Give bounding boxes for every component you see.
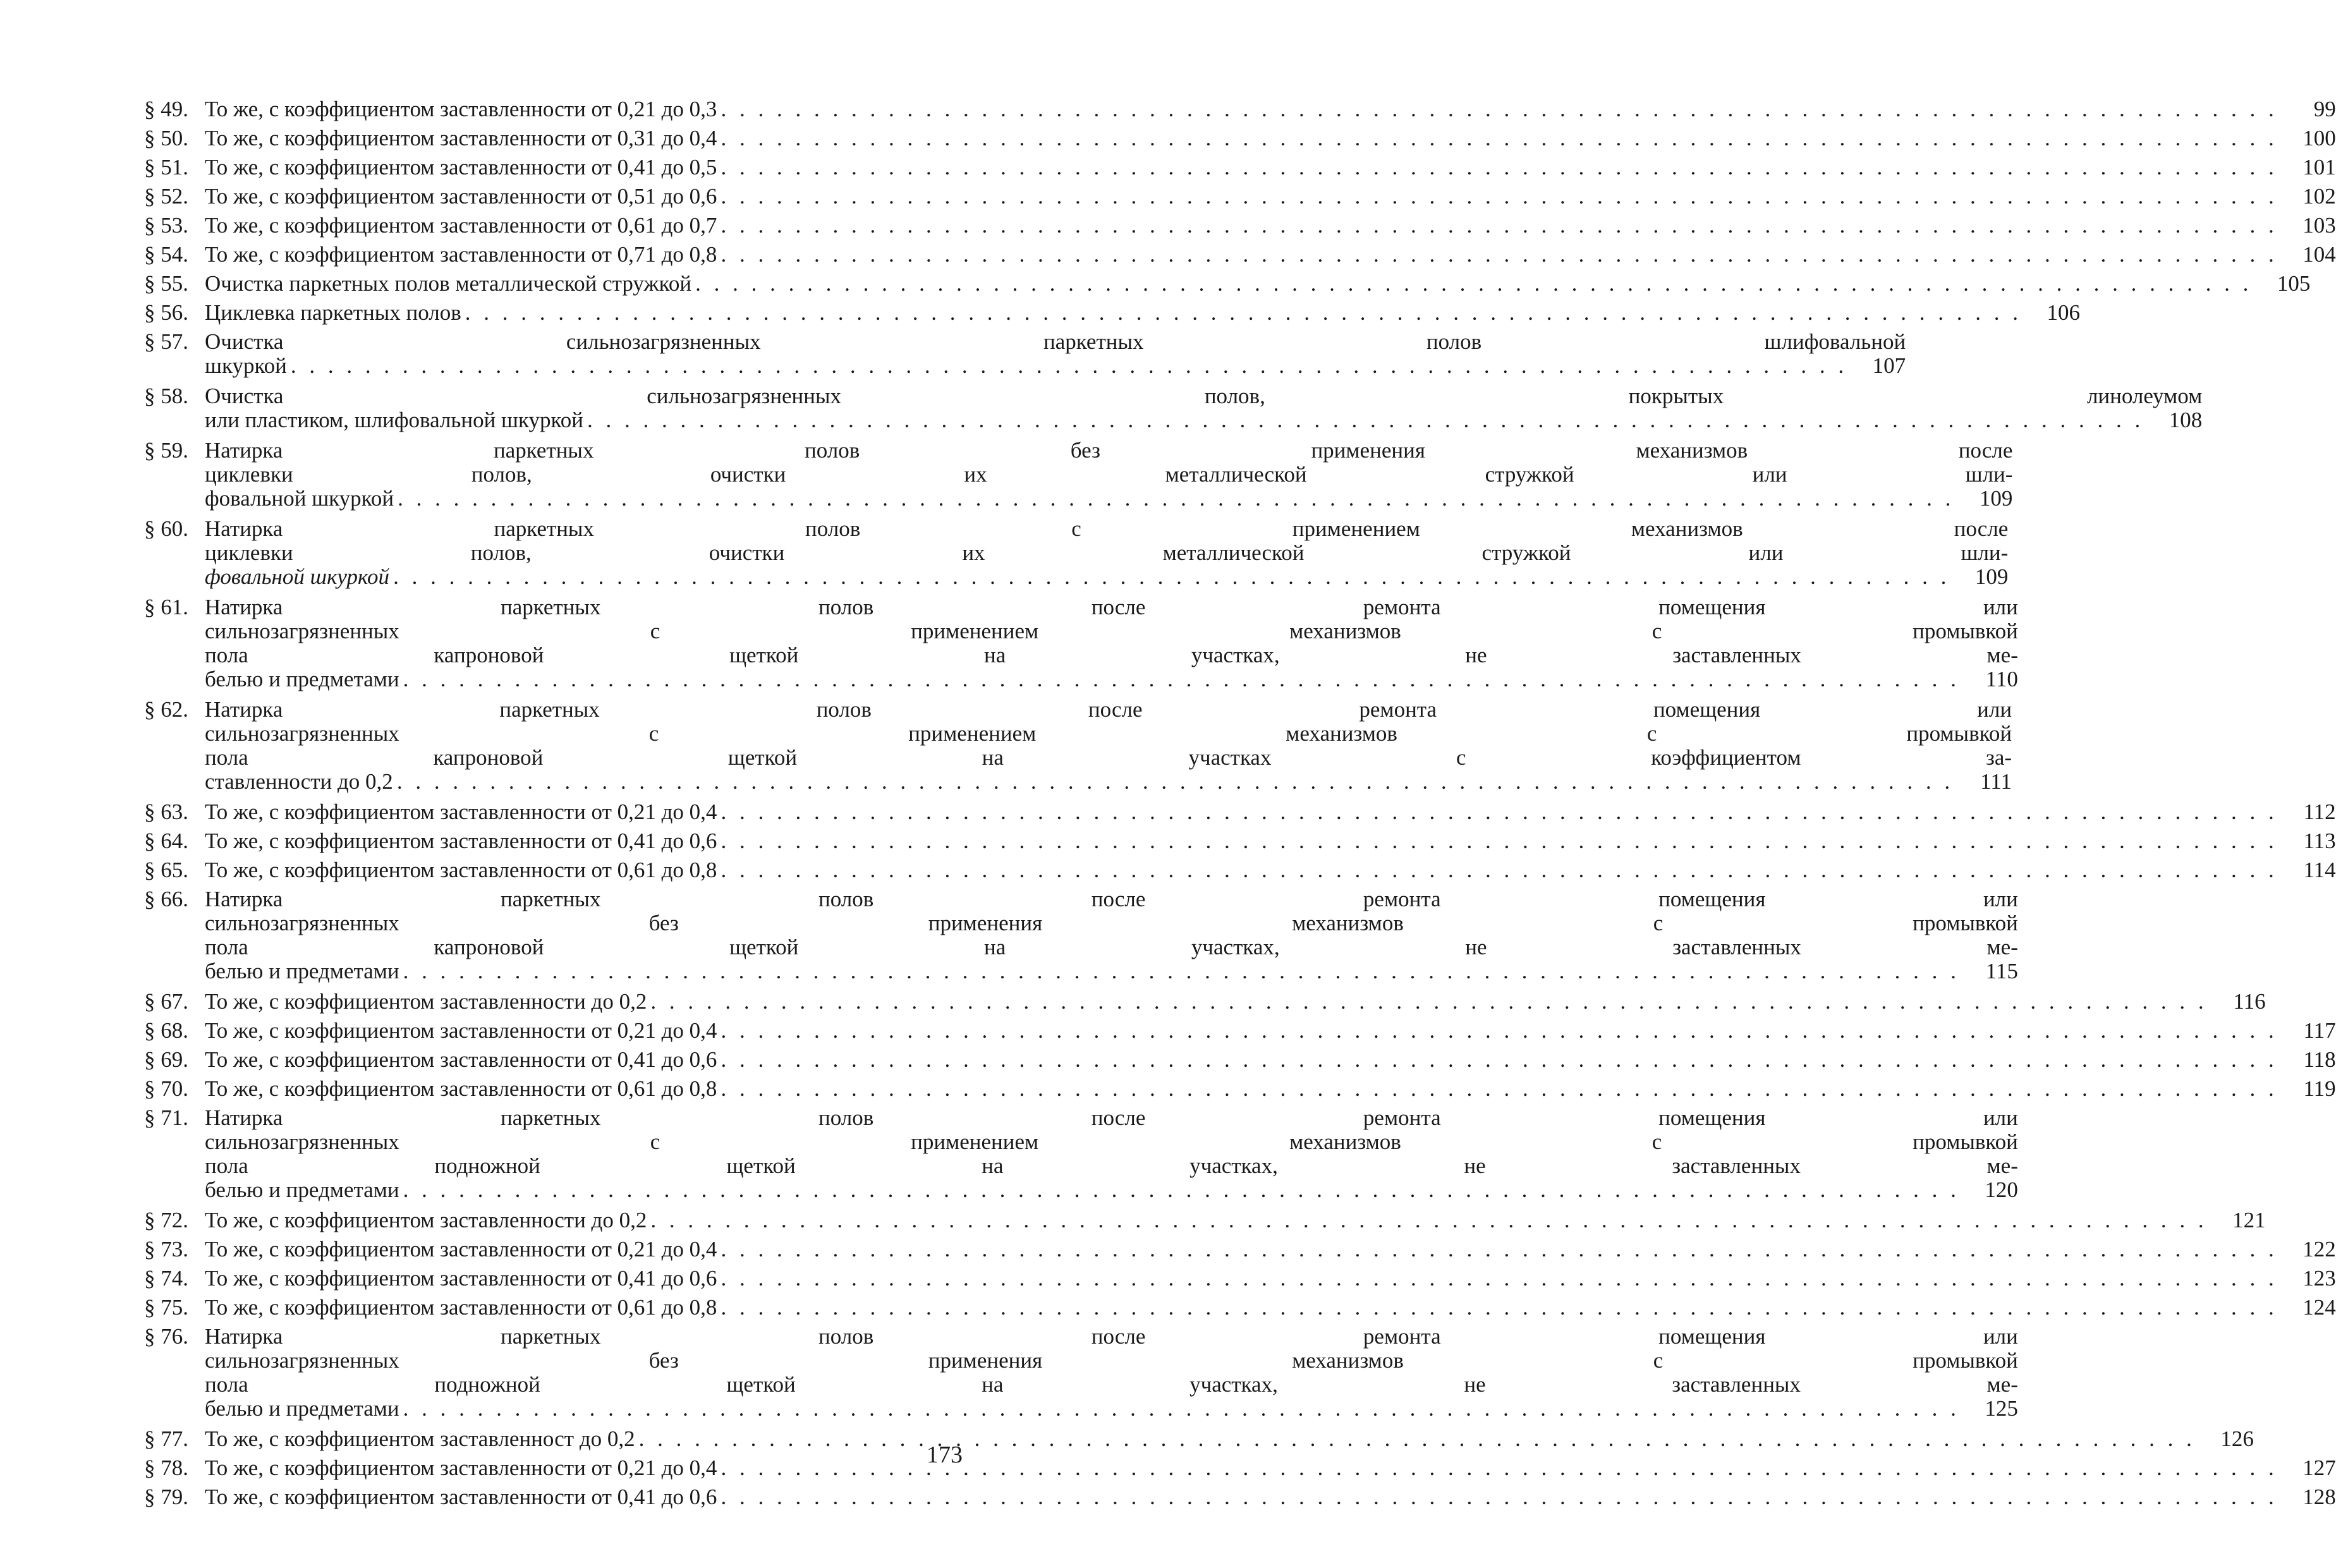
toc-entry (144, 1105, 2018, 1202)
toc-entry-line: пола капроновой щеткой на участках, не заставленных ме- (205, 643, 2018, 667)
toc-entry-number: § 73. (144, 1237, 188, 1261)
toc-entry (144, 155, 2336, 179)
toc-entry-last-line (205, 1296, 2336, 1320)
toc-entry-page: 112 (2303, 799, 2336, 824)
toc-entry-title: Очистка паркетных полов металлической стружкой (205, 271, 692, 296)
toc-entry-page: 105 (2277, 271, 2311, 296)
toc-entry-body (205, 800, 2336, 824)
dot-leader (583, 408, 2148, 432)
toc-entry-title: То же, с коэффициентом заставленности от 0,21 до 0,4 (205, 1456, 717, 1480)
toc-entry-number: § 66. (144, 887, 188, 911)
toc-entry-body (205, 595, 2018, 691)
toc-entry-last-line (205, 858, 2336, 882)
dot-leader (394, 487, 1958, 511)
toc-entry-last-line (205, 1485, 2336, 1509)
toc-entry-page: 99 (2313, 97, 2336, 121)
dot-leader (717, 1267, 2281, 1291)
toc-entry-page: 109 (1974, 564, 2009, 589)
toc-entry-body (205, 1485, 2336, 1509)
toc-entry-line: сильнозагрязненных без применения механизмов с промывкой (205, 911, 2018, 935)
toc-entry-number: § 57. (144, 329, 188, 354)
toc-entry-line: сильнозагрязненных с применением механизмов с промывкой (205, 619, 2018, 643)
toc-entry-number: § 59. (144, 438, 188, 463)
toc-entry (144, 1426, 2254, 1451)
dot-leader (717, 1237, 2281, 1261)
toc-entry-last-line (205, 1077, 2336, 1101)
table-of-contents (144, 97, 2336, 1514)
toc-entry-last-line (205, 354, 1906, 378)
dot-leader (691, 272, 2256, 296)
toc-entry (144, 300, 2081, 325)
toc-entry-title: или пластиком, шлифовальной шкуркой (205, 408, 583, 432)
toc-entry-page: 102 (2303, 184, 2336, 209)
toc-entry (144, 1208, 2266, 1232)
toc-entry-number: § 52. (144, 184, 188, 209)
toc-entry-number: § 72. (144, 1208, 188, 1232)
toc-entry-last-line (205, 770, 2012, 794)
dot-leader (717, 243, 2281, 267)
toc-entry-last-line (205, 1267, 2336, 1291)
toc-entry-title: белью и предметами (205, 1177, 399, 1202)
toc-entry-line: Натирка паркетных полов с применением механизмов после (205, 516, 2009, 541)
toc-entry-body (205, 1267, 2336, 1291)
toc-entry-title: То же, с коэффициентом заставленности от 0,21 до 0,3 (205, 97, 717, 121)
toc-entry (144, 329, 1906, 378)
toc-entry (144, 697, 2012, 794)
dot-leader (647, 990, 2211, 1014)
toc-entry-page: 104 (2303, 242, 2336, 267)
toc-entry-page: 113 (2303, 829, 2336, 853)
toc-entry-line: сильнозагрязненных без применения механизмов с промывкой (205, 1348, 2018, 1373)
toc-entry-title: То же, с коэффициентом заставленности от 0,21 до 0,4 (205, 1018, 717, 1043)
toc-entry-number: § 63. (144, 799, 188, 824)
toc-entry-line: пола капроновой щеткой на участках с коэффициентом за- (205, 745, 2012, 770)
toc-entry (144, 887, 2018, 983)
toc-entry (144, 799, 2336, 824)
toc-entry-line: пола подножной щеткой на участках, не заставленных ме- (205, 1372, 2018, 1397)
toc-entry-body (205, 1019, 2336, 1043)
toc-entry-body (205, 1106, 2018, 1202)
dot-leader (717, 858, 2281, 882)
toc-entry-number: § 64. (144, 829, 188, 853)
toc-entry-last-line (205, 155, 2336, 179)
toc-entry-last-line (205, 1456, 2336, 1480)
dot-leader (717, 155, 2281, 179)
toc-entry-title: фовальной шкуркой (205, 486, 394, 511)
toc-entry-page: 127 (2303, 1456, 2336, 1480)
toc-entry (144, 126, 2336, 150)
toc-entry-body (205, 214, 2336, 238)
toc-entry-line: Натирка паркетных полов после ремонта помещения или (205, 1324, 2018, 1349)
toc-entry-line: сильнозагрязненных с применением механизмов с промывкой (205, 721, 2012, 746)
toc-entry-number: § 77. (144, 1426, 188, 1451)
toc-entry (144, 271, 2311, 296)
toc-entry-body (205, 1296, 2336, 1320)
toc-entry-title: ставленности до 0,2 (205, 769, 393, 794)
dot-leader (717, 1048, 2281, 1072)
toc-entry-page: 106 (2047, 300, 2081, 325)
toc-entry-body (205, 1208, 2266, 1232)
toc-entry-title: белью и предметами (205, 959, 399, 983)
toc-entry-body (205, 829, 2336, 853)
toc-entry-number: § 78. (144, 1456, 188, 1480)
toc-entry-page: 103 (2303, 213, 2336, 238)
toc-entry-body (205, 1048, 2336, 1072)
toc-entry-page: 116 (2233, 989, 2266, 1014)
toc-entry-body (205, 1456, 2336, 1480)
toc-entry-line: Очистка сильнозагрязненных полов, покрытых линолеумом (205, 384, 2203, 408)
toc-entry-page: 100 (2303, 126, 2336, 150)
dot-leader (717, 1296, 2281, 1320)
toc-entry-body (205, 1237, 2336, 1261)
toc-entry (144, 1485, 2336, 1509)
toc-entry (144, 184, 2336, 209)
dot-leader (389, 565, 1954, 589)
toc-entry-page: 117 (2303, 1018, 2336, 1043)
toc-entry (144, 989, 2266, 1014)
toc-entry-line: Натирка паркетных полов после ремонта помещения или (205, 595, 2018, 619)
toc-entry-last-line (205, 1019, 2336, 1043)
dot-leader (717, 126, 2281, 150)
toc-entry-number: § 76. (144, 1324, 188, 1349)
dot-leader (717, 1485, 2281, 1509)
toc-entry-page: 123 (2303, 1266, 2336, 1291)
toc-entry-body (205, 990, 2266, 1014)
toc-entry-page: 115 (1985, 959, 2018, 983)
toc-entry (144, 1295, 2336, 1320)
toc-entry (144, 1018, 2336, 1043)
toc-entry-line: Натирка паркетных полов после ремонта помещения или (205, 1105, 2018, 1130)
toc-entry-title: То же, с коэффициентом заставленности от 0,61 до 0,8 (205, 1076, 717, 1101)
toc-entry-body (205, 1427, 2254, 1451)
toc-entry-last-line (205, 301, 2080, 325)
toc-entry-page: 120 (1985, 1177, 2018, 1202)
toc-entry-body (205, 272, 2310, 296)
toc-entry-last-line (205, 272, 2310, 296)
toc-entry-body (205, 97, 2336, 121)
toc-entry-last-line (205, 829, 2336, 853)
toc-entry-title: То же, с коэффициентом заставленности от 0,61 до 0,8 (205, 858, 717, 882)
toc-entry-number: § 56. (144, 300, 188, 325)
toc-entry-number: § 54. (144, 242, 188, 267)
dot-leader (717, 1019, 2281, 1043)
dot-leader (399, 1397, 1964, 1421)
dot-leader (287, 354, 1851, 378)
toc-entry-body (205, 126, 2336, 150)
dot-leader (717, 1077, 2281, 1101)
dot-leader (635, 1427, 2199, 1451)
toc-entry-line: пола капроновой щеткой на участках, не заставленных ме- (205, 935, 2018, 959)
toc-entry-body (205, 698, 2012, 794)
dot-leader (717, 800, 2281, 824)
toc-entry-number: § 74. (144, 1266, 188, 1291)
toc-entry (144, 829, 2336, 853)
toc-entry (144, 384, 2203, 432)
toc-entry-last-line (205, 667, 2018, 691)
toc-entry-number: § 65. (144, 858, 188, 882)
toc-entry-body (205, 185, 2336, 209)
toc-entry-page: 107 (1872, 353, 1906, 378)
toc-entry-title: То же, с коэффициентом заставленности от 0,21 до 0,4 (205, 799, 717, 824)
toc-entry-number: § 62. (144, 697, 188, 722)
toc-entry-last-line (205, 185, 2336, 209)
toc-entry-last-line (205, 1397, 2018, 1421)
toc-entry-page: 110 (1985, 667, 2018, 691)
dot-leader (461, 301, 2026, 325)
toc-entry-title: То же, с коэффициентом заставленности до 0,2 (205, 1208, 647, 1232)
toc-entry-page: 111 (1980, 769, 2012, 794)
toc-entry-last-line (205, 990, 2266, 1014)
toc-entry-page: 101 (2303, 155, 2336, 179)
toc-entry-line: Натирка паркетных полов после ремонта помещения или (205, 697, 2012, 722)
toc-entry-number: § 70. (144, 1076, 188, 1101)
toc-entry-body (205, 155, 2336, 179)
toc-entry-last-line (205, 1427, 2254, 1451)
toc-entry-page: 126 (2220, 1426, 2254, 1451)
toc-entry-page: 109 (1979, 486, 2013, 511)
toc-entry-title: То же, с коэффициентом заставленности от 0,31 до 0,4 (205, 126, 717, 150)
toc-entry-page: 128 (2303, 1485, 2336, 1509)
toc-entry-last-line (205, 1048, 2336, 1072)
toc-entry-last-line (205, 214, 2336, 238)
toc-entry-number: § 53. (144, 213, 188, 238)
toc-entry-body (205, 330, 1906, 378)
toc-entry-number: § 50. (144, 126, 188, 150)
dot-leader (393, 770, 1957, 794)
dot-leader (399, 959, 1964, 983)
toc-entry-number: § 58. (144, 384, 188, 408)
toc-entry-line: Натирка паркетных полов после ремонта помещения или (205, 887, 2018, 911)
toc-entry (144, 438, 2013, 511)
dot-leader (717, 829, 2281, 853)
toc-entry (144, 1456, 2336, 1480)
toc-entry-number: § 49. (144, 97, 188, 121)
toc-entry-number: § 79. (144, 1485, 188, 1509)
toc-entry-body (205, 384, 2202, 432)
toc-entry-number: § 51. (144, 155, 188, 179)
toc-entry-number: § 67. (144, 989, 188, 1014)
toc-entry-title: То же, с коэффициентом заставленности до 0,2 (205, 989, 647, 1014)
toc-entry (144, 516, 2009, 589)
toc-entry-title: белью и предметами (205, 667, 399, 691)
toc-entry-title: То же, с коэффициентом заставленности от 0,61 до 0,8 (205, 1295, 717, 1320)
toc-entry-body (205, 439, 2012, 511)
toc-entry-number: § 75. (144, 1295, 188, 1320)
toc-entry-title: То же, с коэффициентом заставленности от 0,71 до 0,8 (205, 242, 717, 267)
toc-entry-title: То же, с коэффициентом заставленности от 0,41 до 0,6 (205, 1485, 717, 1509)
toc-entry-title: То же, с коэффициентом заставленности от 0,61 до 0,7 (205, 213, 717, 238)
toc-entry-last-line (205, 243, 2336, 267)
toc-entry-body (205, 301, 2080, 325)
toc-entry-line: Очистка сильнозагрязненных паркетных полов шлифовальной (205, 329, 1906, 354)
toc-entry-last-line (205, 565, 2008, 589)
toc-entry (144, 1324, 2018, 1421)
toc-entry-line: Натирка паркетных полов без применения механизмов после (205, 438, 2013, 463)
toc-entry-page: 118 (2303, 1047, 2336, 1072)
toc-entry (144, 1076, 2336, 1101)
toc-entry-body (205, 887, 2018, 983)
toc-entry (144, 858, 2336, 882)
toc-entry-body (205, 1077, 2336, 1101)
toc-entry-title: То же, с коэффициентом заставленности от 0,41 до 0,5 (205, 155, 717, 179)
toc-entry-number: § 55. (144, 271, 188, 296)
toc-entry-last-line (205, 1208, 2266, 1232)
toc-entry-title: шкуркой (205, 353, 287, 378)
toc-entry-last-line (205, 959, 2018, 983)
toc-entry-page: 121 (2232, 1208, 2266, 1232)
dot-leader (647, 1208, 2211, 1232)
toc-entry (144, 213, 2336, 238)
dot-leader (399, 667, 1964, 691)
toc-entry (144, 1237, 2336, 1261)
toc-entry-page: 122 (2303, 1237, 2336, 1261)
toc-entry-last-line (205, 487, 2012, 511)
toc-entry-line: циклевки полов, очистки их металлической стружкой или шли- (205, 540, 2009, 565)
dot-leader (717, 214, 2281, 238)
toc-entry-page: 114 (2303, 858, 2336, 882)
toc-entry-title: То же, с коэффициентом заставленности от 0,41 до 0,6 (205, 1266, 717, 1291)
toc-entry-title: белью и предметами (205, 1396, 399, 1421)
toc-entry (144, 1047, 2336, 1072)
toc-entry-last-line (205, 126, 2336, 150)
toc-entry-page: 119 (2303, 1076, 2336, 1101)
toc-entry-title: То же, с коэффициентом заставленности от 0,41 до 0,6 (205, 1047, 717, 1072)
toc-entry-last-line (205, 97, 2336, 121)
toc-entry-last-line (205, 408, 2202, 432)
toc-entry-last-line (205, 800, 2336, 824)
toc-entry-page: 125 (1985, 1396, 2018, 1421)
toc-entry (144, 595, 2018, 691)
toc-entry-title: То же, с коэффициентом заставленност до 0,2 (205, 1426, 635, 1451)
toc-entry-title: фовальной шкуркой (205, 564, 390, 589)
toc-entry-number: § 71. (144, 1105, 188, 1130)
toc-entry-body (205, 243, 2336, 267)
toc-entry-last-line (205, 1237, 2336, 1261)
toc-entry-body (205, 858, 2336, 882)
dot-leader (717, 97, 2281, 121)
toc-entry-number: § 60. (144, 516, 188, 541)
toc-entry-title: То же, с коэффициентом заставленности от 0,41 до 0,6 (205, 829, 717, 853)
toc-entry (144, 242, 2336, 267)
toc-entry-line: циклевки полов, очистки их металлической стружкой или шли- (205, 462, 2013, 487)
toc-entry-title: То же, с коэффициентом заставленности от 0,21 до 0,4 (205, 1237, 717, 1261)
toc-entry-line: сильнозагрязненных с применением механизмов с промывкой (205, 1129, 2018, 1154)
dot-leader (717, 185, 2281, 209)
toc-entry-page: 108 (2169, 408, 2203, 432)
toc-entry (144, 1266, 2336, 1291)
toc-entry-line: пола подножной щеткой на участках, не заставленных ме- (205, 1153, 2018, 1178)
page-number: 173 (927, 1442, 963, 1468)
toc-entry-number: § 61. (144, 595, 188, 619)
toc-entry-last-line (205, 1178, 2018, 1202)
toc-entry-body (205, 517, 2008, 589)
dot-leader (399, 1178, 1964, 1202)
toc-entry-number: § 68. (144, 1018, 188, 1043)
toc-entry-number: § 69. (144, 1047, 188, 1072)
toc-entry-body (205, 1325, 2018, 1421)
toc-entry-page: 124 (2303, 1295, 2336, 1320)
toc-entry-title: Циклевка паркетных полов (205, 300, 461, 325)
toc-entry (144, 97, 2336, 121)
toc-entry-title: То же, с коэффициентом заставленности от 0,51 до 0,6 (205, 184, 717, 209)
